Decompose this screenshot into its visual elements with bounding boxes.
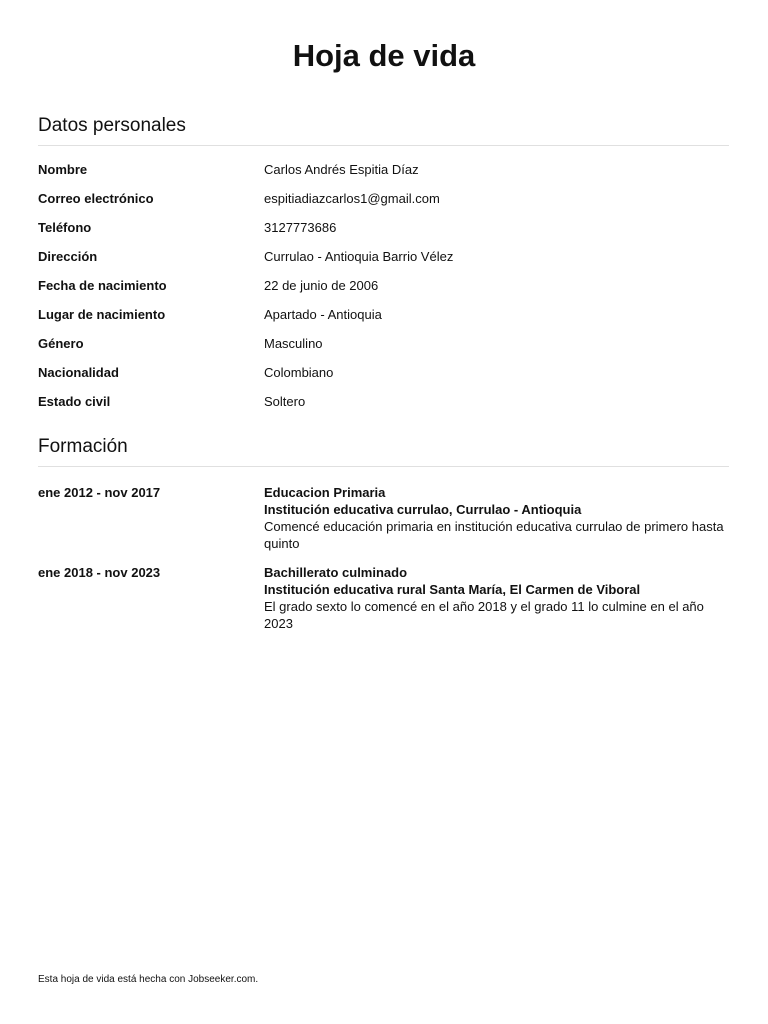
education-list [38,484,729,632]
education-section [38,435,729,644]
education-description: El grado sexto lo comencé en el año 2018 y el grado 11 lo culmine en el año 2023 [264,599,704,631]
education-details [264,484,729,552]
field-label: Teléfono [38,220,92,235]
personal-data-section [38,114,729,423]
education-dates: ene 2018 - nov 2023 [38,565,161,580]
personal-row-name [38,162,729,191]
personal-data-list [38,162,729,423]
field-value: Currulao - Antioquia Barrio Vélez [264,249,454,264]
field-value: 22 de junio de 2006 [264,278,379,293]
education-school: Institución educativa currulao, Currulao - Antioquia [264,502,582,517]
field-value: Carlos Andrés Espitia Díaz [264,162,419,177]
personal-row-nationality [38,365,729,394]
field-label: Género [38,336,84,351]
field-value: espitiadiazcarlos1@gmail.com [264,191,440,206]
education-entry [38,484,729,552]
education-description: Comencé educación primaria en institución educativa currulao de primero hasta quinto [264,519,724,551]
personal-row-gender [38,336,729,365]
personal-row-birthplace [38,307,729,336]
field-value: Masculino [264,336,323,351]
education-details [264,564,729,632]
field-label: Nombre [38,162,88,177]
field-label: Dirección [38,249,98,264]
education-heading: Formación [38,435,729,467]
field-label: Estado civil [38,394,111,409]
personal-row-email [38,191,729,220]
field-value: Colombiano [264,365,334,380]
personal-row-birthdate [38,278,729,307]
personal-row-phone [38,220,729,249]
field-label: Correo electrónico [38,191,154,206]
personal-row-marital-status [38,394,729,423]
field-value: Soltero [264,394,306,409]
field-value: 3127773686 [264,220,337,235]
personal-data-heading: Datos personales [38,114,729,146]
personal-row-address [38,249,729,278]
field-label: Fecha de nacimiento [38,278,167,293]
page-title: Hoja de vida [292,38,476,73]
field-value: Apartado - Antioquia [264,307,382,322]
field-label: Nacionalidad [38,365,119,380]
education-school: Institución educativa rural Santa María, El Carmen de Viboral [264,582,641,597]
education-entry [38,564,729,632]
education-title: Educacion Primaria [264,485,386,500]
field-label: Lugar de nacimiento [38,307,166,322]
education-title: Bachillerato culminado [264,565,408,580]
footer-credit: Esta hoja de vida está hecha con Jobseeker.com. [38,974,259,985]
education-dates: ene 2012 - nov 2017 [38,485,161,500]
